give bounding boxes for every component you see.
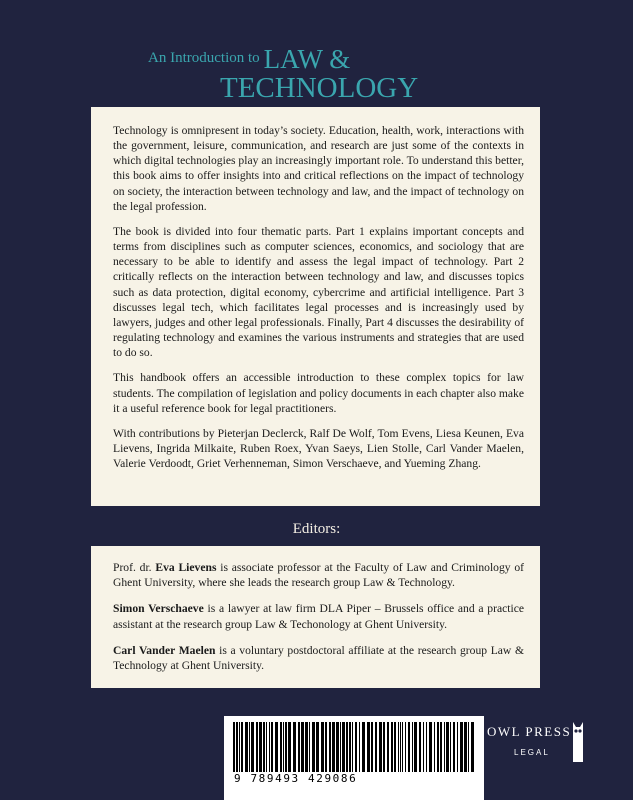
contributors-paragraph: With contributions by Pieterjan Declerck, Ralf De Wolf, Tom Evens, Liesa Keunen, Eva Lievens, Ingrida Milkaite, Ruben Roex, Yvan Saeys, Lien Stolle, Carl Vander Maelen, Valerie Verdoodt, Griet Verhenneman, Simon Verschaeve, and Yueming Zhang.: [113, 426, 524, 471]
editor-title: Prof. dr.: [113, 561, 156, 574]
publisher-name: OWL PRESS: [487, 724, 572, 739]
editor-entry-2: [113, 601, 524, 631]
title-line2: TECHNOLOGY: [220, 72, 419, 104]
publisher-imprint: LEGAL: [514, 748, 550, 757]
editor-name: Eva Lievens: [155, 561, 217, 574]
description-paragraph-1: Technology is omnipresent in today’s society. Education, health, work, interactions with the government, leisure, communication, and research are just some of the contexts in which digital technologies play an increasingly important role. To understand this better, this book aims to offer insights into and critical reflections on the impact of technology on society, the interaction between technology and law, and the impact of technology on the legal profession.: [113, 124, 524, 213]
owl-icon: [569, 718, 587, 766]
description-paragraph-3: This handbook offers an accessible introduction to these complex topics for law students. The compilation of legislation and policy documents in each chapter also make it a useful reference book for legal practitioners.: [113, 371, 524, 415]
editor-name: Carl Vander Maelen: [113, 643, 216, 657]
editor-bio: is associate professor at the Faculty of Law and Criminology of Ghent University, where she leads the research group Law & Technology.: [113, 561, 525, 590]
description-paragraph-2: The book is divided into four thematic parts. Part 1 explains important concepts and terms from disciplines such as computer sciences, economics, and sociology that are necessary to be able to identify and assess the legal impact of technology. Part 2 critically reflects on the interaction between technology and law, and discusses topics such as data protection, digital economy, cybercrime and artificial intelligence. Part 3 discusses legal tech, which facilitates legal processes and is increasingly used by lawyers, judges and other legal professionals. Finally, Part 4 discusses the desirability of regulating technology and examines the various instruments and strategies that are used to do so.: [113, 224, 524, 360]
editor-entry-3: [113, 643, 524, 673]
title-line1: LAW &: [263, 44, 351, 74]
isbn-text: 9 789493 429086: [234, 772, 358, 785]
barcode-image: [231, 722, 479, 772]
publisher-logo: [487, 724, 572, 757]
editor-entry-1: [113, 560, 524, 590]
editors-heading: Editors:: [292, 521, 341, 537]
editor-name: Simon Verschaeve: [113, 602, 204, 616]
book-title: [148, 44, 419, 104]
editors-panel: [91, 546, 540, 688]
editor-bio: is a voluntary postdoctoral affiliate at the research group Law & Technology at Ghent University.: [113, 643, 524, 673]
title-prefix: An Introduction to: [148, 50, 260, 66]
editor-bio: is a lawyer at law firm DLA Piper – Brussels office and a practice assistant at the research group Law & Techonology at Ghent University.: [113, 602, 524, 631]
barcode-box: [224, 716, 484, 800]
description-panel: [91, 107, 540, 506]
